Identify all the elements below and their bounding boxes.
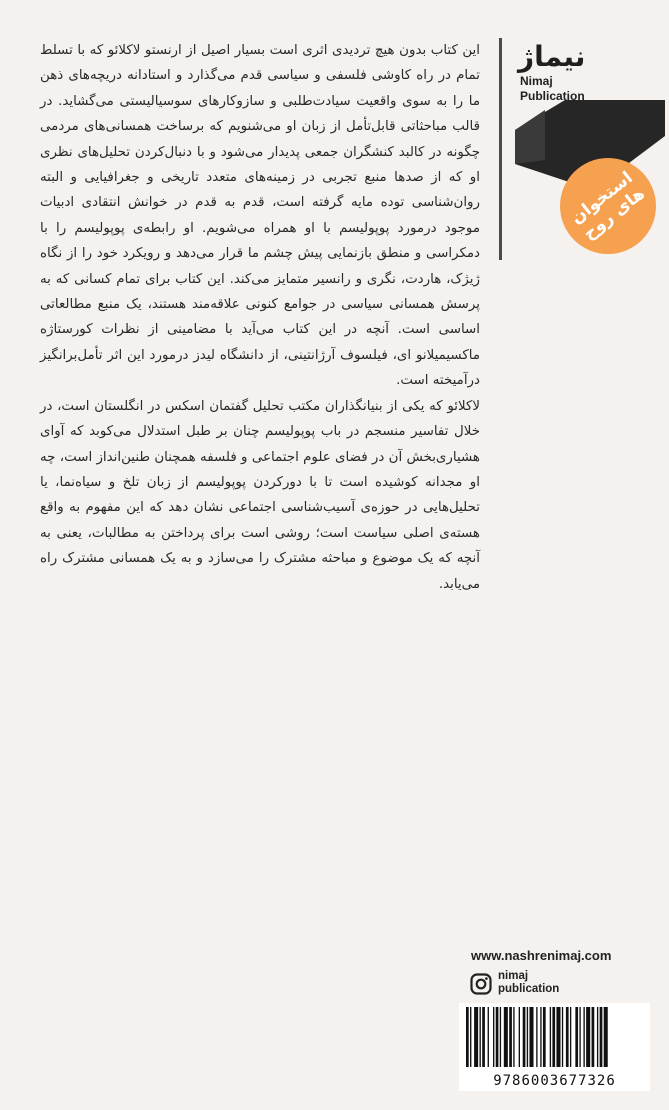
publisher-logo-text: نیماژ (518, 40, 586, 73)
barcode-bar (500, 1007, 501, 1067)
barcode-bar (543, 1007, 546, 1067)
series-badge (560, 158, 656, 254)
instagram-handle (498, 970, 559, 996)
barcode-bar (470, 1007, 471, 1067)
barcode-bar (562, 1007, 563, 1067)
barcode-bar (474, 1007, 478, 1067)
barcode-bar (536, 1007, 537, 1067)
instagram-handle-line1: nimaj (498, 970, 529, 982)
barcode-bar (509, 1007, 512, 1067)
instagram-handle-line2: publication (498, 983, 560, 995)
barcode-bar (552, 1007, 555, 1067)
blurb-paragraph-1: این کتاب بدون هیچ تردیدی اثری است بسیار اصیل از ارنستو لاکلائو که با تسلط تمام در راه کاوشی فلسفی و سیاسی قدم می‌گذارد و استادانه دریچه‌های ذهن ما را به سوی واقعیت سیادت‌طلبی و سازوکارهای سوسیالیستی می‌گشاید. در قالب مباحثاتی قابل‌تأمل از زبان او می‌شنویم که برساخت همسانی‌های مردمی چگونه در کالبد کنشگران جمعی پدیدار می‌شود و با دنبال‌کردن تحلیل‌های نظری او که از صدها منبع تجربی در زمینه‌های متعدد تاریخی و جغرافیایی و البته روان‌شناسی توده مایه گرفته است، قدم به قدم در خوانش انتقادی ادبیات موجود درمورد پوپولیسم با او همراه می‌شویم. او رابطه‌ی پوپولیسم را با دمکراسی و منطق بازنمایی پیش چشم ما قرار می‌دهد و رویکرد خود را از نگاه ژیژک، هاردت، نگری و رانسیر متمایز می‌کند. این کتاب برای تمام کسانی که به پرسش همسانی سیاسی در جوامع کنونی علاقه‌مند هستند، یک منبع مطالعاتی اساسی است. آنچه در این کتاب می‌آید با مضامینی از نظرات کورستاژه ماکسیمیلانو ای، فیلسوف آرژانتینی، از دانشگاه لیدز درمورد این اثر تأمل‌برانگیز درآمیخته است. (40, 43, 480, 389)
barcode-bar (513, 1007, 514, 1067)
barcode-bar (592, 1007, 595, 1067)
barcode-bar (496, 1007, 499, 1067)
blurb-text (40, 38, 480, 597)
barcode-bar (519, 1007, 520, 1067)
barcode-bar (566, 1007, 569, 1067)
barcode-bar (570, 1007, 571, 1067)
barcode-bar (466, 1007, 469, 1067)
barcode-bar (482, 1007, 485, 1067)
barcode-bar (550, 1007, 551, 1067)
barcode-bar (540, 1007, 541, 1067)
vertical-divider (499, 38, 502, 260)
barcode-bar (604, 1007, 608, 1067)
series-badge-label: استخوان های روح (567, 167, 649, 245)
barcode-bar (523, 1007, 526, 1067)
barcode-bars (463, 1007, 646, 1067)
barcode-bar (493, 1007, 494, 1067)
isbn-number: 9786003677326 (493, 1073, 616, 1089)
barcode-bar (480, 1007, 481, 1067)
publisher-name-line1: Nimaj (520, 74, 553, 88)
barcode-bar (597, 1007, 598, 1067)
publisher-name-line2: Publication (520, 89, 585, 103)
barcode-bar (579, 1007, 580, 1067)
barcode-bar (488, 1007, 489, 1067)
barcode-bar (575, 1007, 578, 1067)
blurb-paragraph-2: لاکلائو که یکی از بنیانگذاران مکتب تحلیل گفتمان اسکس در انگلستان است، در خلال تفاسیر منسجم در باب پوپولیسم چنان بر طبل استدلال می‌کوبد که آوای هشیاری‌بخش آن در فضای علوم اجتماعی و فلسفه همچنان طنین‌انداز است، چه او مجدانه کوشیده است تا با دورکردن پوپولیسم از زبان تلخ و سیاه‌نما، یا تحلیل‌هایی در حوزه‌ی آسیب‌شناسی اجتماعی نشان دهد که این مفهوم به واقع هسته‌ی اصلی سیاست است؛ روشی است برای پرداختن به مطالبات، یعنی به آنچه که یک موضوع و مباحثه مشترک را می‌سازد و به یک همسانی مشترک راه می‌یابد. (40, 398, 480, 592)
instagram-icon (470, 973, 492, 995)
barcode-bar (556, 1007, 560, 1067)
barcode-bar (586, 1007, 590, 1067)
website-url: www.nashrenimaj.com (471, 948, 612, 963)
isbn-barcode (459, 1003, 650, 1091)
barcode-bar (600, 1007, 603, 1067)
barcode-bar (527, 1007, 528, 1067)
barcode-bar (583, 1007, 584, 1067)
barcode-bar (504, 1007, 508, 1067)
barcode-bar (529, 1007, 533, 1067)
